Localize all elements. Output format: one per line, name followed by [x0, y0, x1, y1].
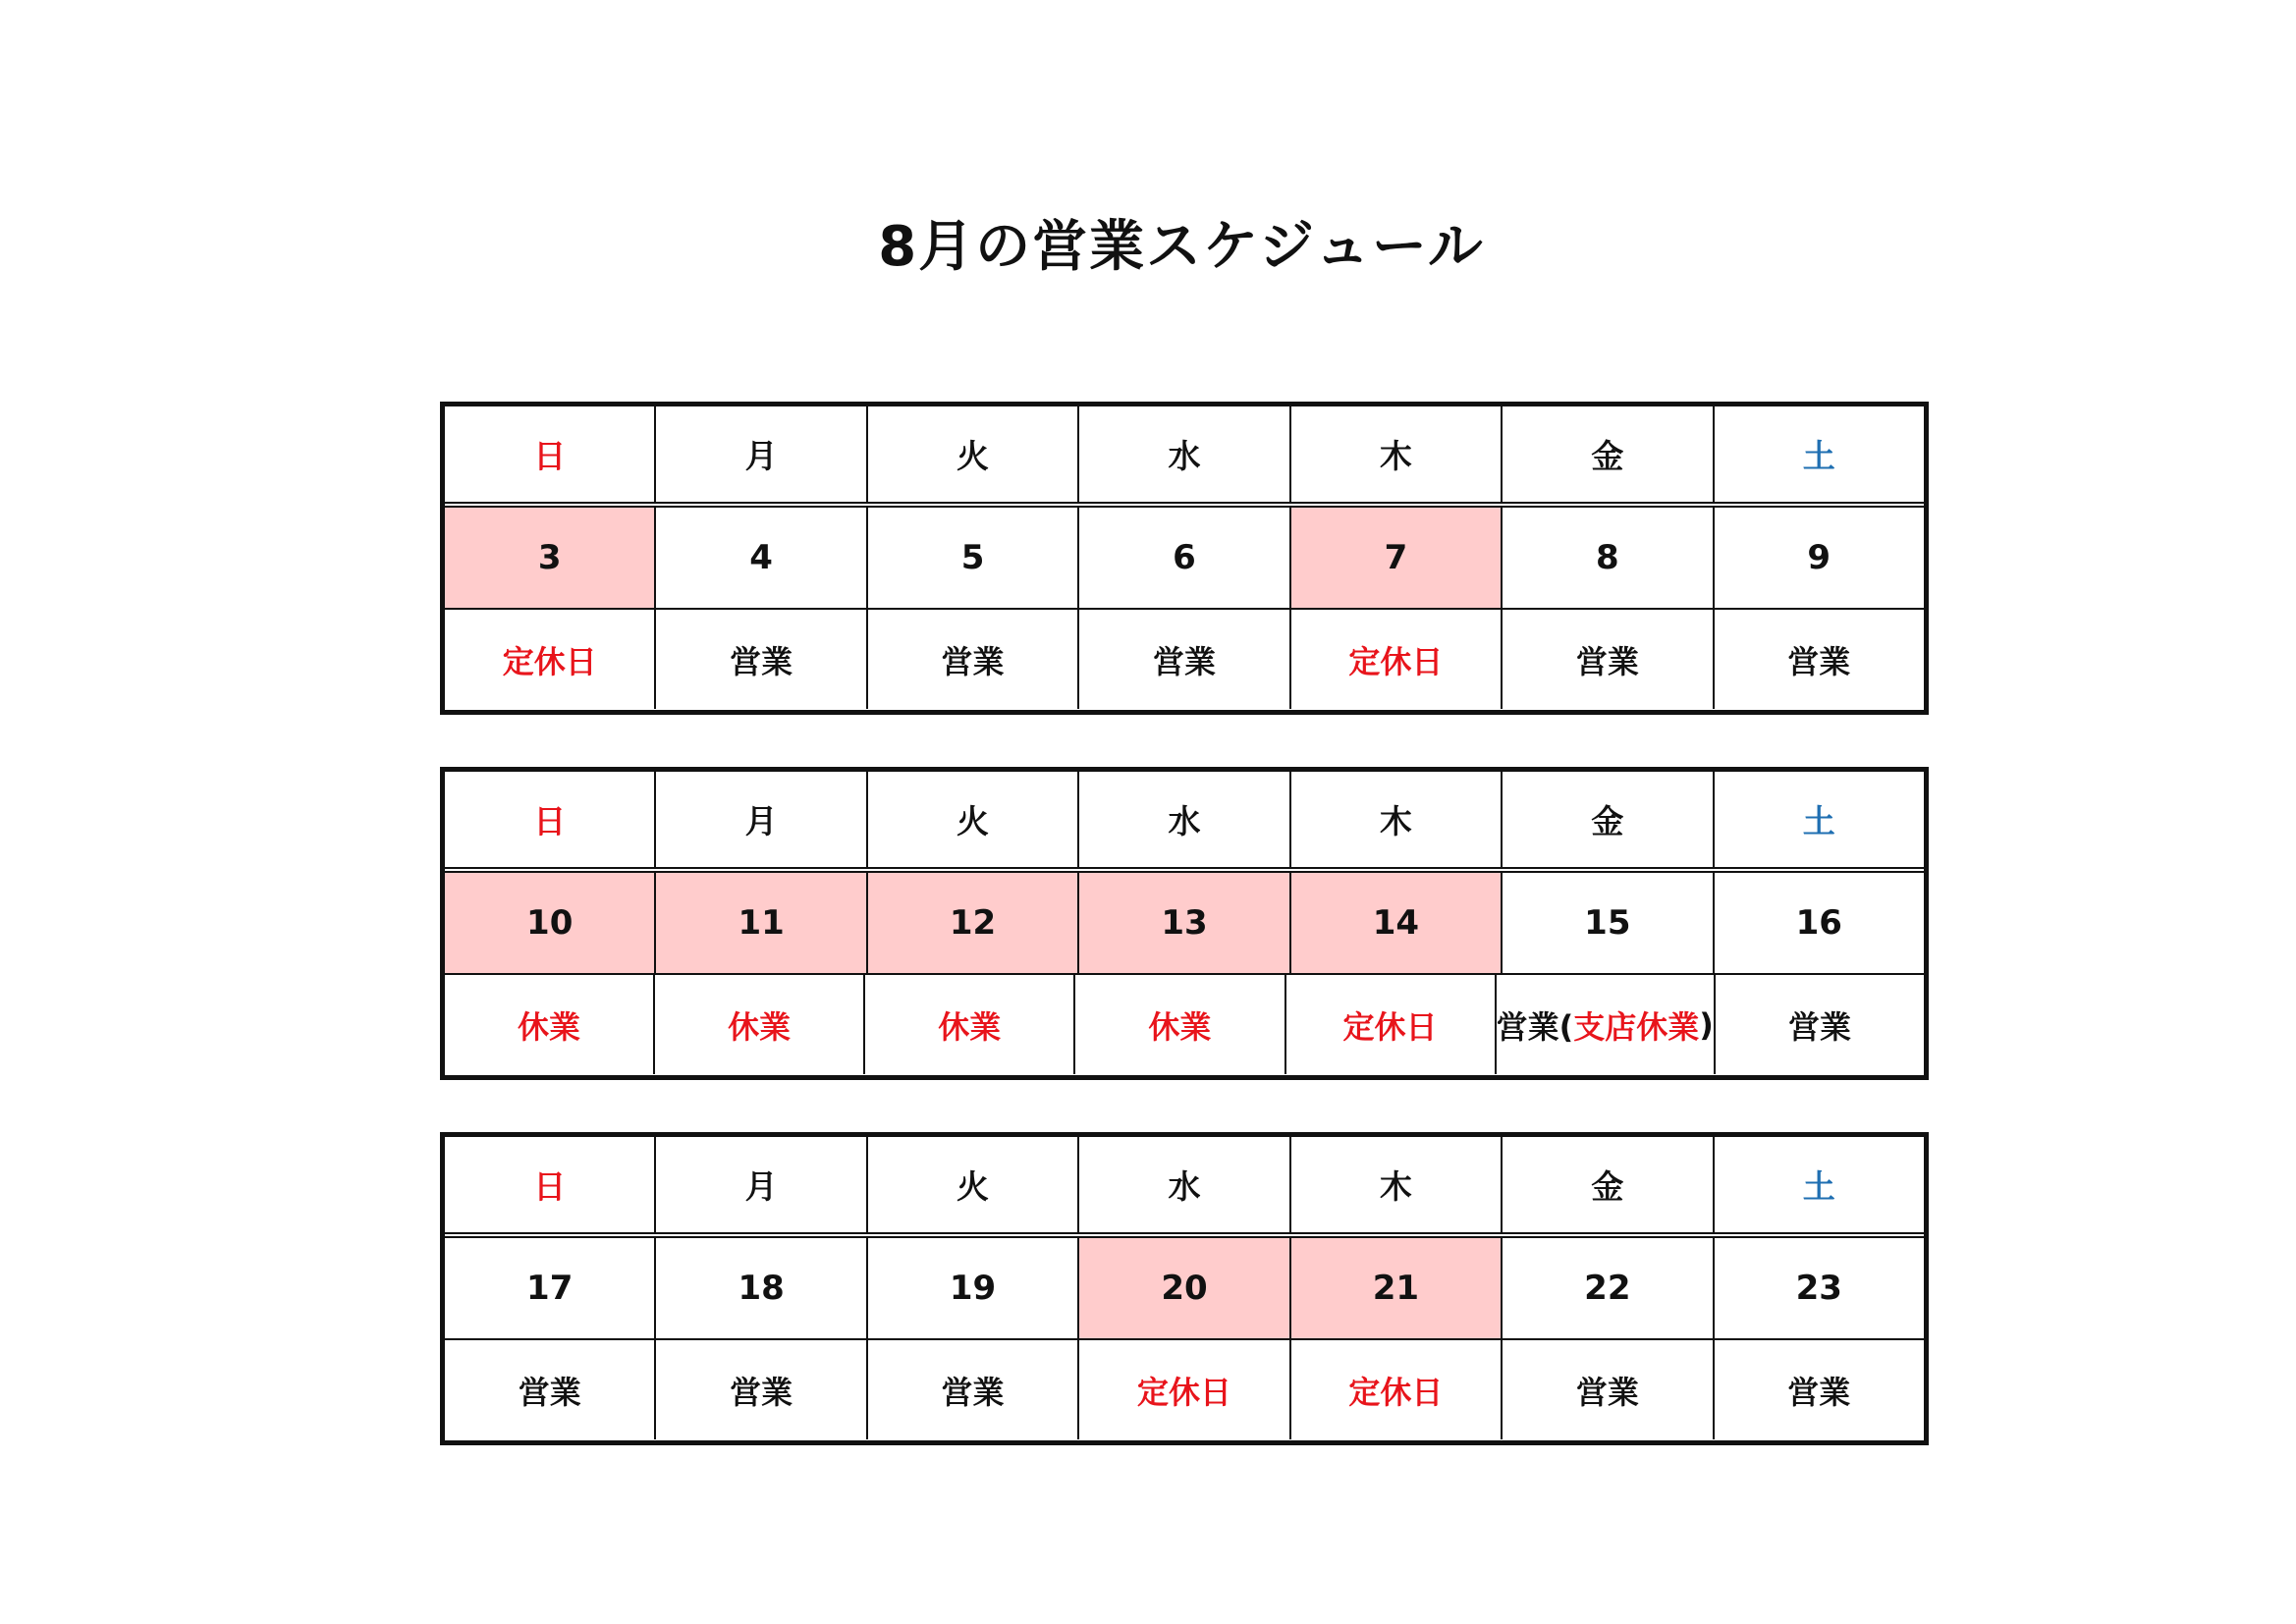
weekday-header-row	[445, 1137, 1924, 1238]
branch-closed-label: 支店休業	[1573, 1007, 1700, 1046]
status-cell: 営業	[656, 1340, 867, 1439]
weekday-friday: 金	[1503, 772, 1714, 867]
status-cell: 営業	[656, 610, 867, 709]
week-table-1	[440, 402, 1929, 715]
status-suffix: )	[1699, 1005, 1714, 1044]
date-cell: 10	[445, 873, 656, 973]
status-cell: 営業	[1787, 1007, 1851, 1046]
date-cell: 9	[1807, 538, 1831, 577]
status-row	[445, 610, 1924, 709]
status-prefix: 営業(	[1496, 1007, 1574, 1046]
weekday-sunday: 日	[445, 1137, 656, 1232]
status-cell: 営業	[868, 1340, 1079, 1439]
date-cell: 3	[445, 508, 656, 608]
date-cell: 19	[868, 1238, 1079, 1338]
status-cell: 休業	[1075, 975, 1285, 1074]
date-cell: 5	[868, 508, 1079, 608]
date-row	[445, 1238, 1924, 1340]
status-cell: 定休日	[1286, 975, 1497, 1074]
status-row	[445, 1340, 1924, 1439]
date-row	[445, 873, 1924, 975]
status-cell: 定休日	[1079, 1340, 1290, 1439]
date-cell: 4	[656, 508, 867, 608]
date-cell: 11	[656, 873, 867, 973]
status-cell: 休業	[655, 975, 865, 1074]
date-cell: 16	[1795, 903, 1842, 943]
weekday-wednesday: 水	[1079, 772, 1290, 867]
weekday-monday: 月	[656, 772, 867, 867]
weekday-tuesday: 火	[868, 406, 1079, 502]
weekday-monday: 月	[656, 406, 867, 502]
weekday-wednesday: 水	[1079, 406, 1290, 502]
weekday-tuesday: 火	[868, 1137, 1079, 1232]
date-cell: 23	[1795, 1269, 1842, 1308]
weekday-saturday: 土	[1802, 1167, 1835, 1206]
weekday-tuesday: 火	[868, 772, 1079, 867]
date-cell: 18	[656, 1238, 867, 1338]
status-cell: 営業	[445, 1340, 656, 1439]
date-cell: 14	[1291, 873, 1503, 973]
week-table-3	[440, 1132, 1929, 1445]
status-row	[445, 975, 1924, 1074]
date-cell: 21	[1291, 1238, 1503, 1338]
status-cell: 営業	[1503, 610, 1714, 709]
date-cell: 8	[1503, 508, 1714, 608]
page-title: 8月の営業スケジュール	[878, 215, 1485, 279]
status-cell: 休業	[865, 975, 1075, 1074]
status-cell: 営業	[1787, 642, 1851, 680]
weekday-header-row	[445, 772, 1924, 873]
week-table-2	[440, 767, 1929, 1080]
date-cell: 13	[1079, 873, 1290, 973]
date-cell: 20	[1079, 1238, 1290, 1338]
status-cell: 定休日	[1291, 1340, 1503, 1439]
weekday-sunday: 日	[445, 772, 656, 867]
weekday-thursday: 木	[1291, 1137, 1503, 1232]
date-cell: 17	[445, 1238, 656, 1338]
status-cell: 営業	[1787, 1373, 1851, 1411]
date-cell: 7	[1291, 508, 1503, 608]
weekday-header-row	[445, 406, 1924, 508]
date-cell: 6	[1079, 508, 1290, 608]
weekday-friday: 金	[1503, 406, 1714, 502]
status-cell: 営業	[868, 610, 1079, 709]
weekday-thursday: 木	[1291, 772, 1503, 867]
status-cell: 定休日	[445, 610, 656, 709]
date-cell: 12	[868, 873, 1079, 973]
weekday-sunday: 日	[445, 406, 656, 502]
weekday-thursday: 木	[1291, 406, 1503, 502]
status-cell-branch-note	[1497, 975, 1716, 1074]
weekday-wednesday: 水	[1079, 1137, 1290, 1232]
date-row	[445, 508, 1924, 610]
weekday-saturday: 土	[1802, 437, 1835, 475]
date-cell: 15	[1503, 873, 1714, 973]
weekday-friday: 金	[1503, 1137, 1714, 1232]
status-cell: 営業	[1503, 1340, 1714, 1439]
status-cell: 休業	[445, 975, 655, 1074]
status-cell: 定休日	[1291, 610, 1503, 709]
status-cell: 営業	[1079, 610, 1290, 709]
date-cell: 22	[1503, 1238, 1714, 1338]
weekday-monday: 月	[656, 1137, 867, 1232]
weekday-saturday: 土	[1802, 802, 1835, 840]
